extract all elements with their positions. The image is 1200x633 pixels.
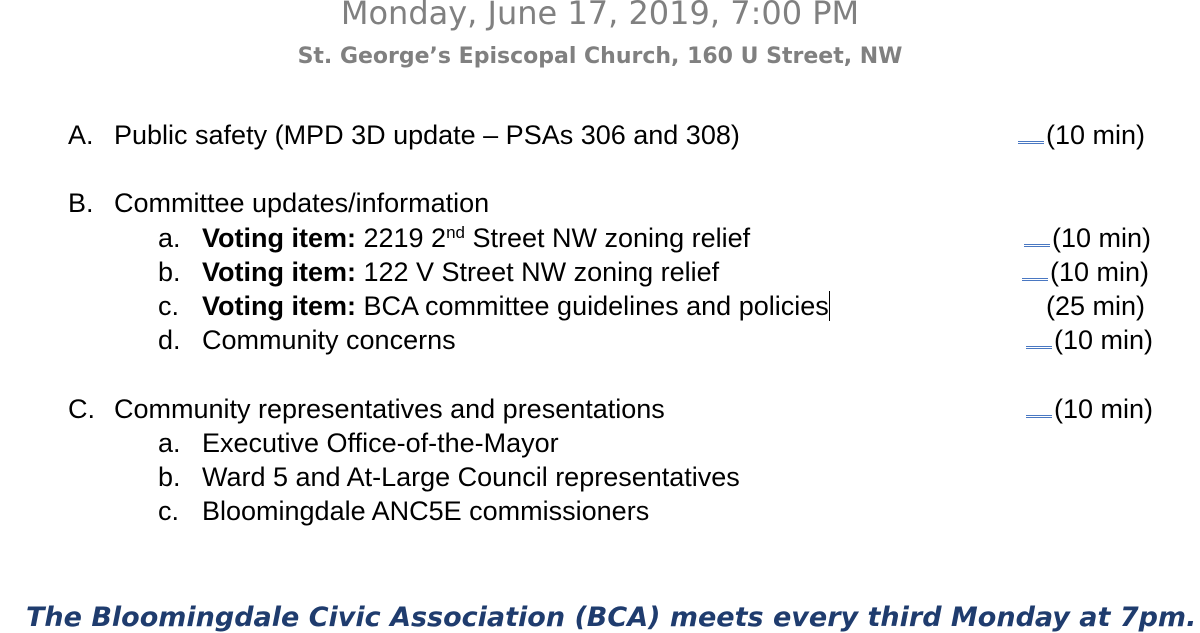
tab-leader bbox=[1018, 119, 1044, 144]
agenda-item-text: Community concerns bbox=[202, 325, 456, 355]
agenda-subitem-b-d-time bbox=[1026, 324, 1153, 356]
agenda-item-b bbox=[68, 187, 489, 219]
agenda-marker: C. bbox=[68, 394, 95, 424]
agenda-marker: a. bbox=[158, 223, 181, 253]
agenda-item-text: 2219 2 bbox=[355, 223, 447, 253]
agenda-subitem-b-b-time bbox=[1022, 256, 1149, 288]
time-allotment: (25 min) bbox=[1046, 291, 1146, 321]
time-allotment: (10 min) bbox=[1046, 120, 1146, 150]
tab-leader bbox=[1026, 324, 1052, 349]
agenda-item-a-time bbox=[1018, 119, 1145, 151]
tab-leader bbox=[1026, 393, 1052, 418]
agenda-item-text: Committee updates/information bbox=[114, 188, 490, 218]
footer-note: The Bloomingdale Civic Association (BCA) meets every third Monday at 7pm. bbox=[26, 602, 1197, 633]
text-cursor bbox=[829, 291, 830, 321]
agenda-item-text: Community representatives and presentations bbox=[114, 394, 665, 424]
agenda-marker: c. bbox=[158, 496, 180, 526]
agenda-marker: b. bbox=[158, 257, 181, 287]
agenda-item-text: Ward 5 and At-Large Council representatives bbox=[202, 462, 740, 492]
voting-item-label: Voting item: bbox=[202, 291, 356, 321]
voting-item-label: Voting item: bbox=[202, 223, 356, 253]
agenda-subitem-b-c-time bbox=[1046, 290, 1145, 322]
agenda-marker: a. bbox=[158, 428, 181, 458]
tab-leader bbox=[1024, 222, 1050, 247]
agenda-marker: A. bbox=[68, 120, 94, 150]
agenda-subitem-b-d bbox=[158, 324, 456, 356]
agenda-item-c bbox=[68, 393, 665, 425]
agenda-item-text: 122 V Street NW zoning relief bbox=[355, 257, 720, 287]
agenda-subitem-b-a bbox=[158, 222, 750, 254]
agenda-item-a bbox=[68, 119, 740, 151]
header-venue: St. George’s Episcopal Church, 160 U Street, NW bbox=[297, 44, 903, 69]
agenda-item-text: Public safety (MPD 3D update – PSAs 306 and 308) bbox=[114, 120, 740, 150]
agenda-subitem-c-b bbox=[158, 461, 740, 493]
time-allotment: (10 min) bbox=[1054, 394, 1154, 424]
agenda-marker: d. bbox=[158, 325, 181, 355]
time-allotment: (10 min) bbox=[1054, 325, 1154, 355]
agenda-item-text: Street NW zoning relief bbox=[465, 223, 751, 253]
agenda-marker: B. bbox=[68, 188, 94, 218]
agenda-item-text: Bloomingdale ANC5E commissioners bbox=[202, 496, 650, 526]
agenda-marker: c. bbox=[158, 291, 180, 321]
agenda-item-c-time bbox=[1026, 393, 1153, 425]
agenda-item-text: BCA committee guidelines and policies bbox=[355, 291, 829, 321]
agenda-subitem-b-a-time bbox=[1024, 222, 1151, 254]
agenda-subitem-b-b bbox=[158, 256, 719, 288]
agenda-subitem-b-c bbox=[158, 290, 830, 322]
agenda-subitem-c-c bbox=[158, 495, 649, 527]
header-date: Monday, June 17, 2019, 7:00 PM bbox=[340, 0, 860, 32]
agenda-item-text: Executive Office-of-the-Mayor bbox=[202, 428, 559, 458]
voting-item-label: Voting item: bbox=[202, 257, 356, 287]
agenda-marker: b. bbox=[158, 462, 181, 492]
agenda-subitem-c-a bbox=[158, 427, 559, 459]
tab-leader bbox=[1022, 256, 1048, 281]
time-allotment: (10 min) bbox=[1050, 257, 1150, 287]
time-allotment: (10 min) bbox=[1052, 223, 1152, 253]
ordinal-suffix: nd bbox=[446, 223, 465, 242]
